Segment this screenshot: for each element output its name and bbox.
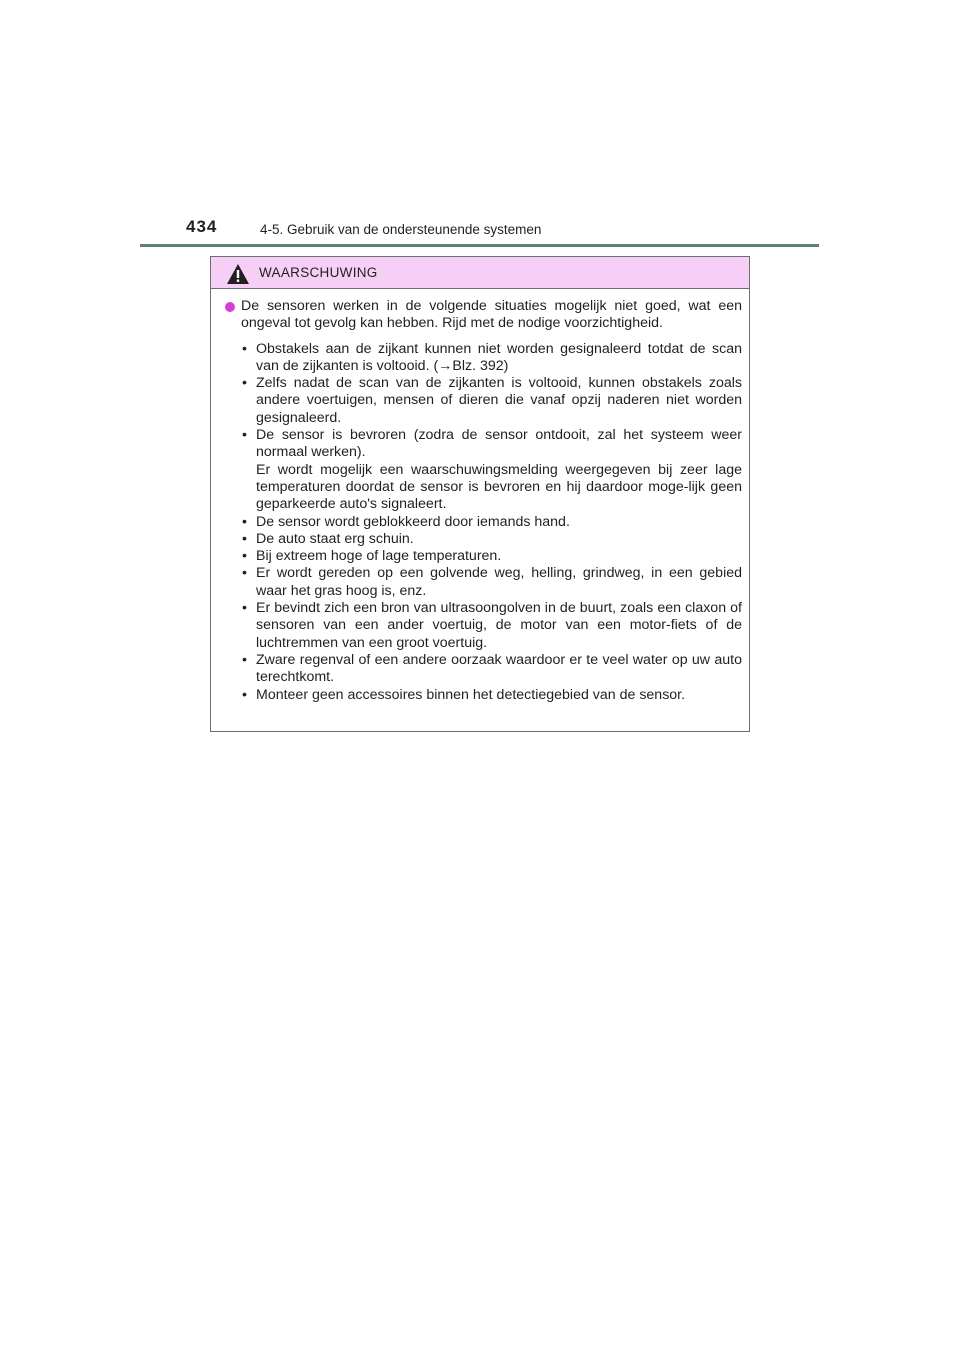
warning-list-item-main: Bij extreem hoge of lage temperaturen.: [256, 548, 502, 565]
warning-title: WAARSCHUWING: [259, 265, 378, 280]
warning-list-item: [242, 375, 742, 427]
warning-list-item-main: Zelfs nadat de scan van de zijkanten is voltooid, kunnen obstakels zoals andere voertuigen, mensen of dieren die vanaf opzij naderen niet worden gesignaleerd.: [256, 375, 742, 426]
header-rule: [140, 244, 819, 247]
warning-intro: De sensoren werken in de volgende situaties mogelijk niet goed, wat een ongeval tot gevolg kan hebben. Rijd met de nodige voorzichtigheid.: [241, 298, 742, 332]
warning-list-item-text: [256, 687, 742, 704]
warning-list-item-text: [256, 652, 742, 687]
warning-list-item-text: [256, 548, 742, 565]
warning-list-item-main: De auto staat erg schuin.: [256, 530, 414, 547]
warning-list-item-text: [256, 600, 742, 652]
warning-main-item: [225, 298, 742, 333]
warning-list-item: [242, 548, 742, 565]
warning-list-item-main: Er wordt gereden op een golvende weg, helling, grindweg, in een gebied waar het gras hoog is, enz.: [256, 565, 742, 599]
warning-list-item: [242, 600, 742, 652]
bullet-point-icon: •: [242, 548, 247, 565]
bullet-point-icon: •: [242, 530, 247, 547]
bullet-point-icon: •: [242, 651, 247, 668]
bullet-point-icon: •: [242, 513, 247, 530]
warning-body: [211, 289, 749, 704]
warning-list-item-main: Er bevindt zich een bron van ultrasoongolven in de buurt, zoals een claxon of sensoren van een ander voertuig, de motor van een motor-fiets of de luchtremmen van een groot voertuig.: [256, 600, 742, 651]
bullet-point-icon: •: [242, 427, 247, 444]
warning-triangle-icon: [226, 263, 250, 285]
warning-list-item: [242, 514, 742, 531]
warning-list-item-text: [256, 375, 742, 427]
warning-list-item-main: De sensor wordt geblokkeerd door iemands hand.: [256, 513, 570, 530]
bullet-point-icon: •: [242, 565, 247, 582]
bullet-point-icon: •: [242, 340, 247, 357]
bullet-dot-icon: [225, 302, 235, 312]
warning-list-item-text: [256, 341, 742, 376]
warning-sub-list: [242, 341, 742, 704]
page-number: 434: [186, 217, 218, 236]
warning-list-item-main: Obstakels aan de zijkant kunnen niet worden gesignaleerd totdat de scan van de zijkanten is voltooid. (→Blz. 392): [256, 340, 742, 374]
warning-header: [211, 257, 749, 289]
warning-list-item-text: [256, 531, 742, 548]
warning-list-item: [242, 341, 742, 376]
warning-list-item-main: De sensor is bevroren (zodra de sensor ontdooit, zal het systeem weer normaal werken).: [256, 427, 742, 461]
bullet-point-icon: •: [242, 600, 247, 617]
warning-list-item: [242, 531, 742, 548]
bullet-point-icon: •: [242, 375, 247, 392]
warning-list-item-text: [256, 565, 742, 600]
warning-list-item: [242, 652, 742, 687]
warning-box: [210, 256, 750, 732]
warning-list-item-extra: Er wordt mogelijk een waarschuwingsmelding weergegeven bij zeer lage temperaturen doordat de sensor is bevroren en hij daardoor moge-lijk geen geparkeerde auto's signaleert.: [256, 461, 742, 513]
warning-list-item: [242, 687, 742, 704]
bullet-point-icon: •: [242, 686, 247, 703]
warning-list-item: [242, 427, 742, 513]
warning-list-item: [242, 565, 742, 600]
warning-list-item-text: [256, 427, 742, 513]
section-title: 4-5. Gebruik van de ondersteunende systemen: [260, 222, 542, 237]
warning-list-item-main: Monteer geen accessoires binnen het detectiegebied van de sensor.: [256, 686, 686, 703]
warning-list-item-main: Zware regenval of een andere oorzaak waardoor er te veel water op uw auto terechtkomt.: [256, 651, 742, 686]
warning-list-item-text: [256, 514, 742, 531]
